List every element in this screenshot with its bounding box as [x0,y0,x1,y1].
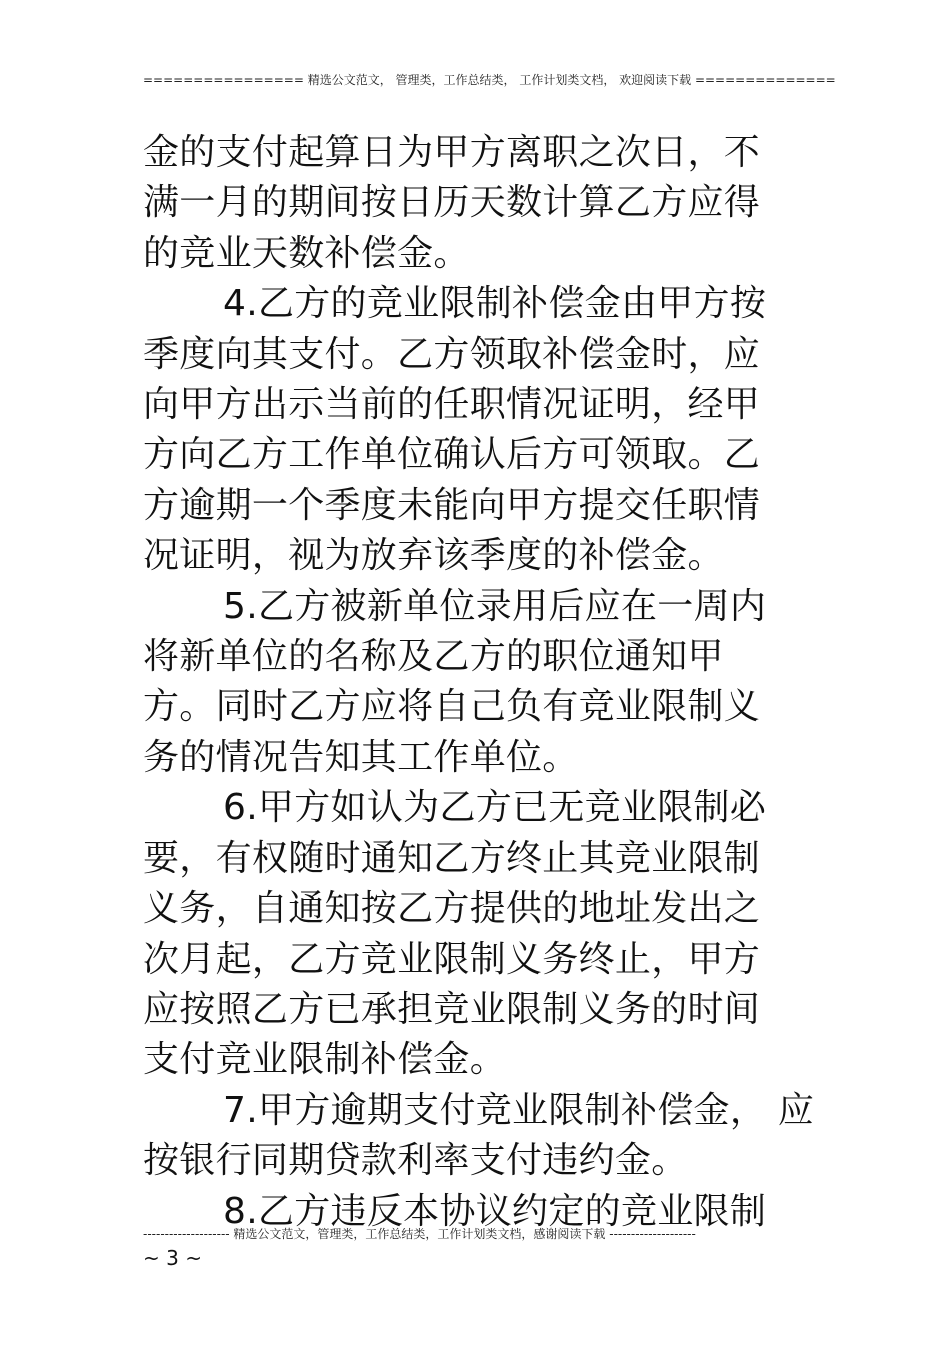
body-line: 方向乙方工作单位确认后方可领取。乙 [143,434,761,476]
body-line: 季度向其支付。乙方领取补偿金时，应 [143,333,761,375]
body-line: 义务，自通知按乙方提供的地址发出之 [143,888,761,930]
page-header: ================ 精选公文范文， 管理类，工作总结类， 工作计划类文档， 欢迎阅读下载 ============== [143,73,836,87]
page-footer: -------------------- 精选公文范文，管理类，工作总结类，工作计划类文档，感谢阅读下载 -------------------- [143,1227,696,1241]
body-line: 向甲方出示当前的任职情况证明，经甲 [143,384,761,426]
clause-6-start: 6.甲方如认为乙方已无竞业限制必 [223,787,767,829]
body-line: 的竞业天数补偿金。 [143,232,470,274]
document-body [143,128,815,1237]
body-line: 务的情况告知其工作单位。 [143,736,579,778]
body-line: 况证明，视为放弃该季度的补偿金。 [143,535,724,577]
body-line: 要，有权随时通知乙方终止其竞业限制 [143,837,761,879]
body-line: 支付竞业限制补偿金。 [143,1039,507,1081]
clause-4-start: 4.乙方的竞业限制补偿金由甲方按 [223,283,767,325]
clause-8-start: 8.乙方违反本协议约定的竞业限制 [223,1190,767,1232]
body-line: 将新单位的名称及乙方的职位通知甲 [143,636,724,678]
body-line: 满一月的期间按日历天数计算乙方应得 [143,182,761,224]
clause-7-start: 7.甲方逾期支付竞业限制补偿金， 应 [223,1089,815,1131]
body-line: 按银行同期贷款利率支付违约金。 [143,1140,688,1182]
body-line: 方逾期一个季度未能向甲方提交任职情 [143,484,761,526]
clause-5-start: 5.乙方被新单位录用后应在一周内 [223,585,767,627]
body-line: 金的支付起算日为甲方离职之次日，不 [143,132,761,173]
body-line: 应按照乙方已承担竞业限制义务的时间 [143,988,761,1030]
body-line: 次月起，乙方竞业限制义务终止，甲方 [143,938,761,980]
page-number: ~ 3 ~ [143,1246,202,1270]
body-line: 方。同时乙方应将自己负有竞业限制义 [143,686,761,728]
